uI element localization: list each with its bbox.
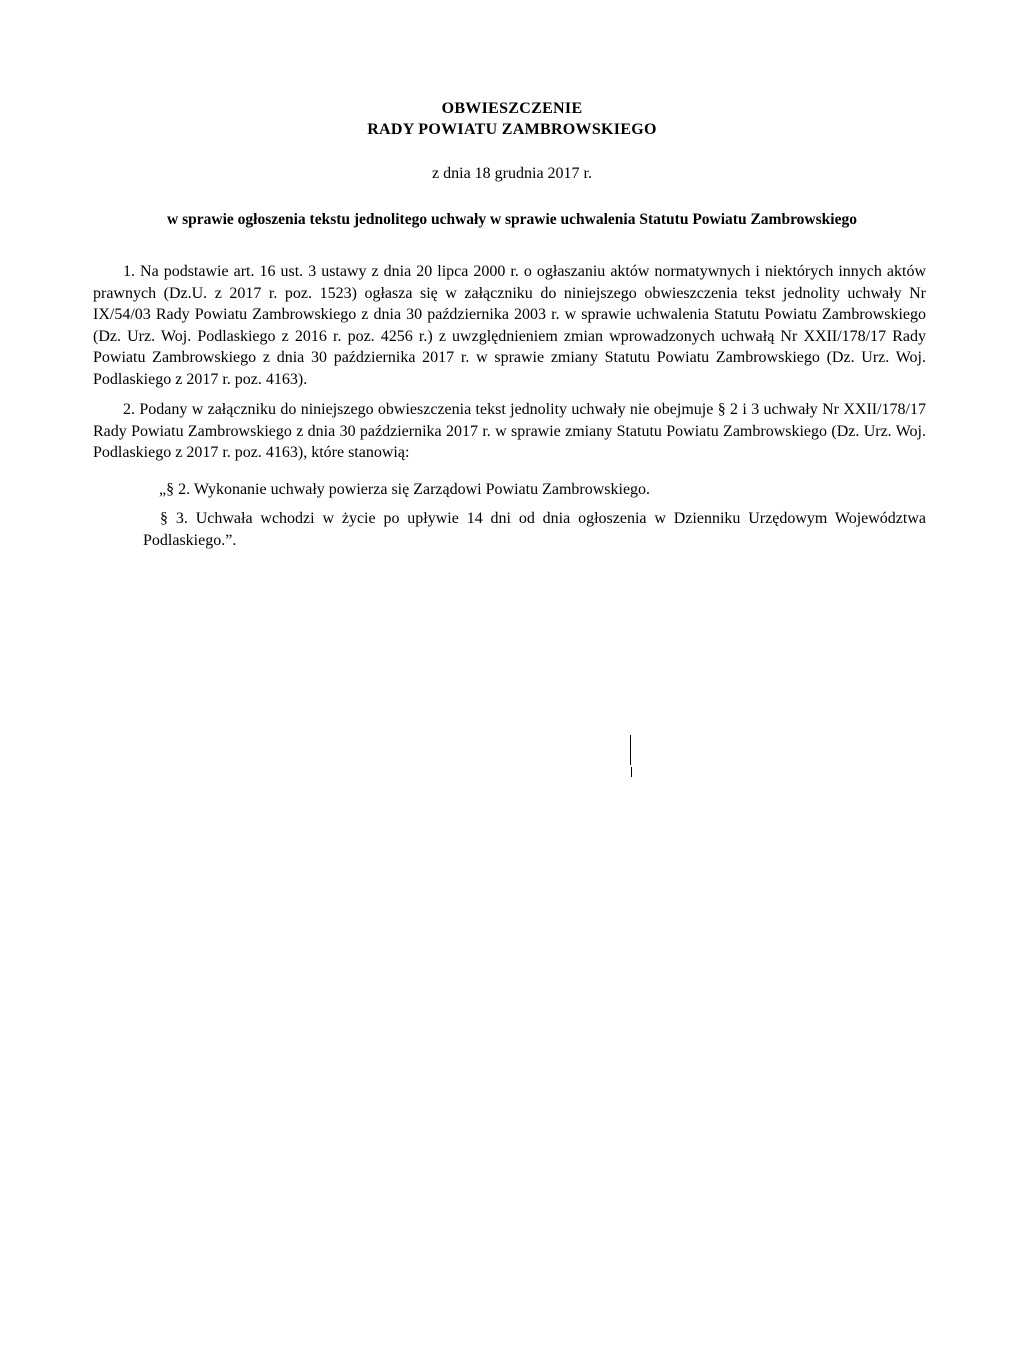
scan-artifact-mark: [630, 735, 632, 781]
paragraph-1: 1. Na podstawie art. 16 ust. 3 ustawy z dnia 20 lipca 2000 r. o ogłaszaniu aktów normatywnych i niektórych innych aktów prawnych (Dz.U. z 2017 r. poz. 1523) ogłasza się w załączniku do niniejszego obwieszczenia tekst jednolity uchwały Nr IX/54/03 Rady Powiatu Zambrowskiego z dnia 30 października 2003 r. w sprawie uchwalenia Statutu Powiatu Zambrowskiego (Dz. Urz. Woj. Podlaskiego z 2016 r. poz. 4256 r.) z uwzględnieniem zmian wprowadzonych uchwałą Nr XXII/178/17 Rady Powiatu Zambrowskiego z dnia 30 października 2017 r. w sprawie zmiany Statutu Powiatu Zambrowskiego (Dz. Urz. Woj. Podlaskiego z 2017 r. poz. 4163).: [93, 263, 926, 388]
scan-artifact-line: [630, 735, 631, 765]
document-date: z dnia 18 grudnia 2017 r.: [432, 165, 592, 182]
quoted-section-3: § 3. Uchwała wchodzi w życie po upływie 14 dni od dnia ogłoszenia w Dzienniku Urzędowym Województwa Podlaskiego.”.: [143, 510, 926, 549]
document-title: OBWIESZCZENIE: [441, 100, 583, 117]
quoted-section-2: „§ 2. Wykonanie uchwały powierza się Zarządowi Powiatu Zambrowskiego.: [159, 481, 651, 498]
scan-artifact-dot: [631, 767, 632, 777]
issuing-authority: RADY POWIATU ZAMBROWSKIEGO: [367, 121, 657, 138]
document-subject: w sprawie ogłoszenia tekstu jednolitego uchwały w sprawie uchwalenia Statutu Powiatu Zambrowskiego: [167, 211, 857, 228]
paragraph-2: 2. Podany w załączniku do niniejszego obwieszczenia tekst jednolity uchwały nie obejmuje § 2 i 3 uchwały Nr XXII/178/17 Rady Powiatu Zambrowskiego z dnia 30 października 2017 r. w sprawie zmiany Statutu Powiatu Zambrowskiego (Dz. Urz. Woj. Podlaskiego z 2017 r. poz. 4163), które stanowią:: [93, 401, 926, 461]
